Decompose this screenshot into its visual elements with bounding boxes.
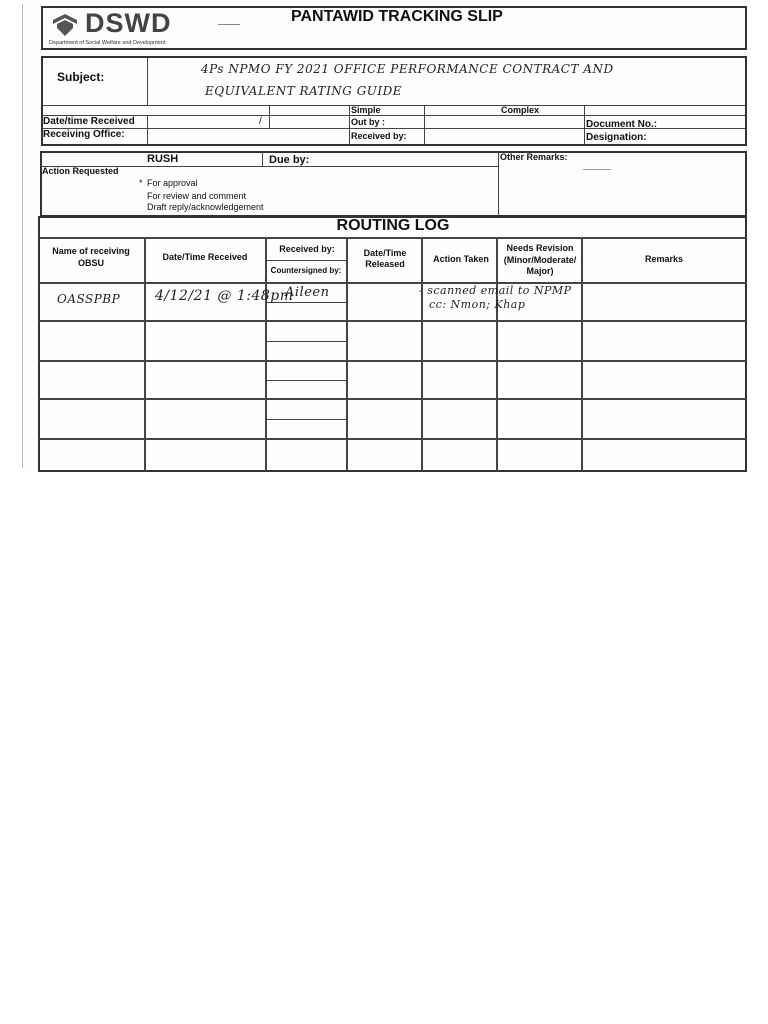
entry-obsu: OASSPBP	[57, 292, 121, 306]
receiving-office-label: Receiving Office:	[43, 129, 125, 140]
action-taken-header: Action Taken	[433, 254, 489, 264]
date-received-label: Date/time Received	[43, 116, 135, 127]
complex-label: Complex	[501, 105, 540, 115]
due-by-label: Due by:	[269, 154, 310, 166]
form-title: PANTAWID TRACKING SLIP	[291, 8, 503, 25]
asterisk: *	[139, 178, 143, 188]
option-approval: For approval	[147, 178, 198, 188]
option-draft: Draft reply/acknowledgement	[147, 202, 264, 212]
entry-action-2: cc: Nmon; Khap	[429, 298, 526, 311]
obsu-header-1: Name of receiving	[52, 246, 130, 256]
action-requested-label: Action Requested	[42, 166, 119, 176]
simple-label: Simple	[351, 105, 381, 115]
received-by-label: Received by:	[351, 131, 407, 141]
rush-label: RUSH	[147, 153, 179, 165]
out-by-label: Out by :	[351, 117, 385, 127]
obsu-header-2: OBSU	[77, 258, 105, 268]
logo-text: DSWD	[85, 8, 172, 38]
remarks-header: Remarks	[644, 254, 684, 264]
entry-action-1: - scanned email to NPMP	[419, 284, 572, 297]
designation-label: Designation:	[586, 132, 647, 143]
scanned-form	[22, 4, 749, 468]
subject-label: Subject:	[57, 70, 105, 84]
revision-header-3: Major)	[526, 266, 554, 276]
subject-line-2: EQUIVALENT RATING GUIDE	[205, 84, 403, 98]
date-received-header: Date/Time Received	[162, 252, 248, 262]
logo-emblem-icon	[51, 14, 81, 38]
revision-header-1: Needs Revision	[506, 243, 574, 253]
revision-header-2: (Minor/Moderate/	[503, 255, 577, 265]
option-review: For review and comment	[147, 191, 247, 201]
countersigned-header: Countersigned by:	[270, 266, 342, 275]
document-no-label: Document No.:	[586, 119, 658, 130]
other-remarks-label: Other Remarks:	[500, 152, 568, 162]
released-header-1: Date/Time	[363, 248, 407, 258]
entry-date: 4/12/21 @ 1:48pm	[155, 288, 294, 304]
entry-received-by: Aileen	[285, 285, 330, 300]
logo-subtitle: Department of Social Welfare and Development	[49, 40, 166, 46]
released-header-2: Released	[365, 259, 405, 269]
routing-log-title: ROUTING LOG	[336, 217, 450, 234]
received-by-header: Received by:	[279, 244, 335, 254]
date-slash: /	[259, 116, 262, 127]
subject-line-1: 4Ps NPMO FY 2021 OFFICE PERFORMANCE CONTRACT AND	[201, 62, 614, 76]
